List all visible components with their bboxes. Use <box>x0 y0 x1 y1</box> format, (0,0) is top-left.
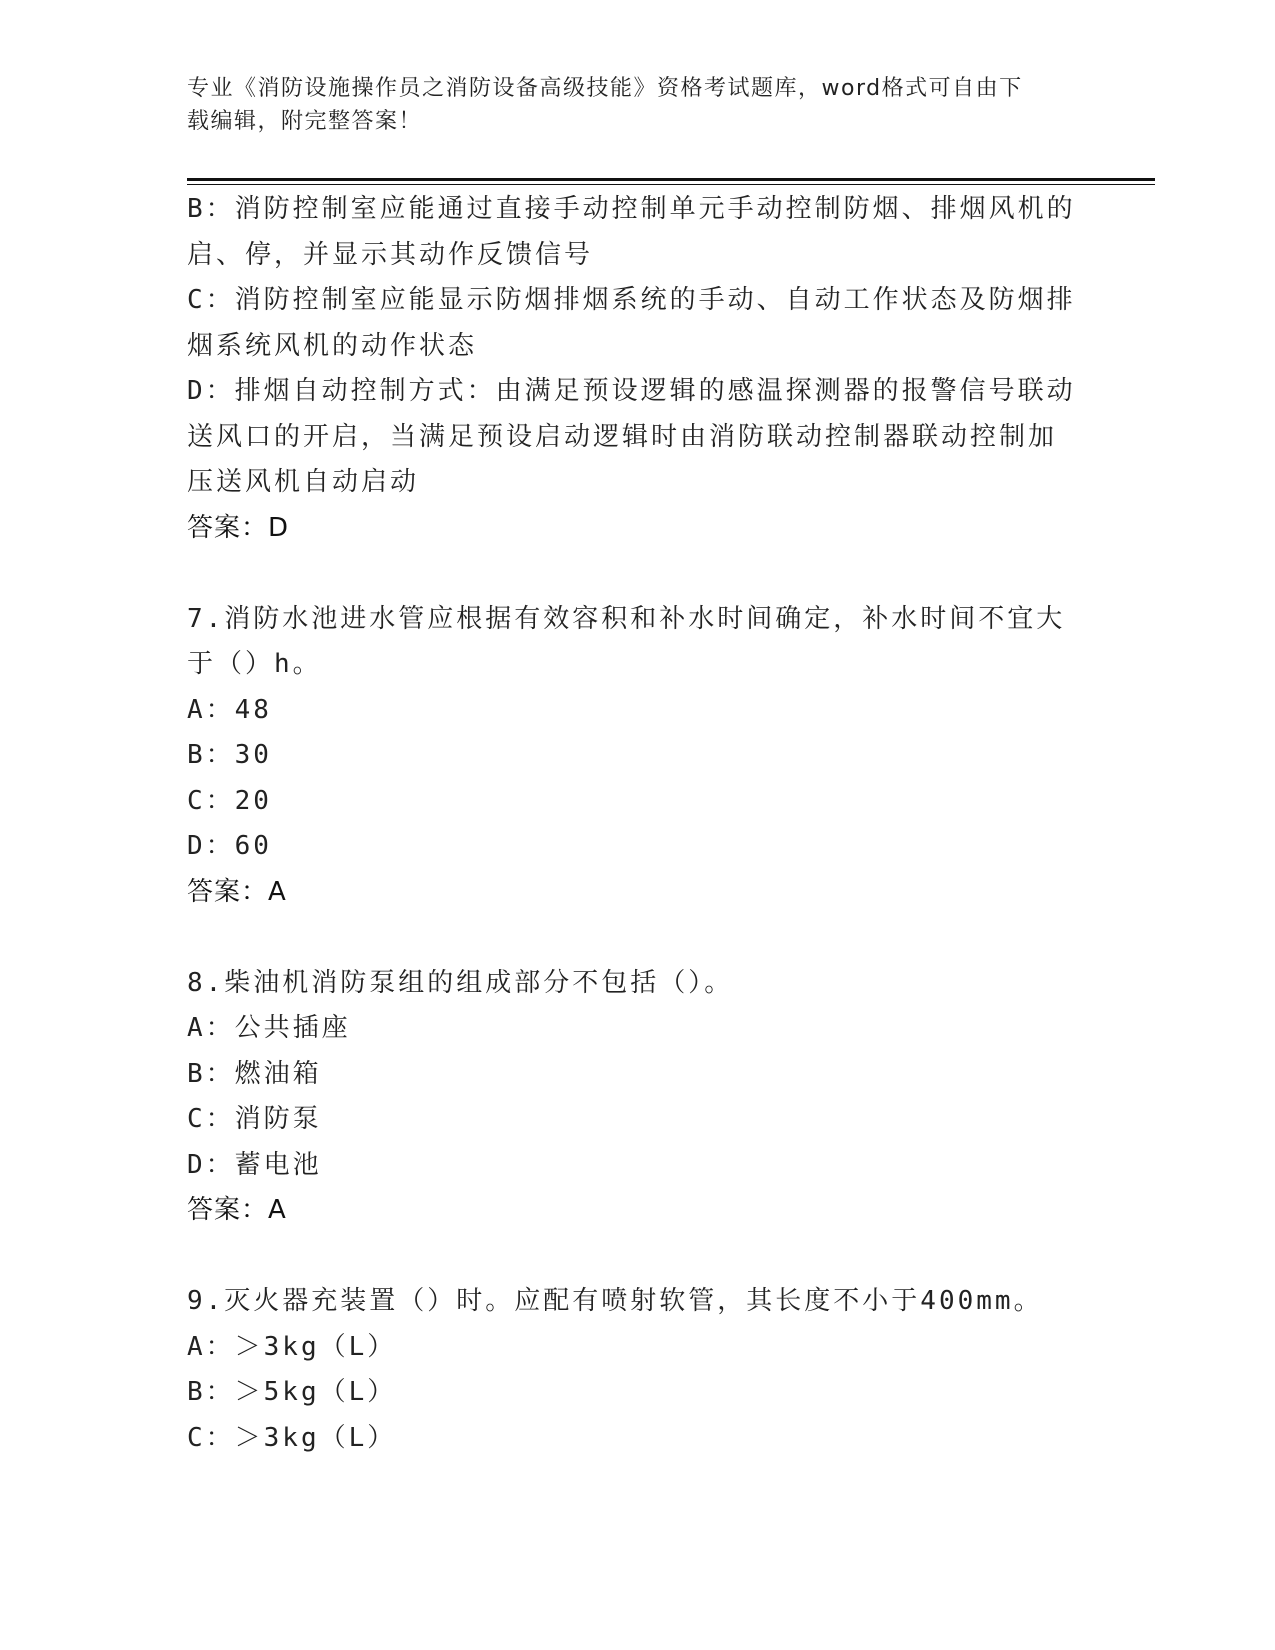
question-7 <box>187 597 1067 916</box>
question-6 <box>187 187 1076 551</box>
spacer <box>187 915 1067 961</box>
header-line-2: 载编辑，附完整答案！ <box>187 109 423 134</box>
option-b-continued: 启、停，并显示其动作反馈信号 <box>187 239 594 270</box>
answer: 答案：A <box>187 876 287 907</box>
question-text: 8.柴油机消防泵组的组成部分不包括（）。 <box>187 967 734 998</box>
answer: 答案：D <box>187 512 290 543</box>
question-text: 7.消防水池进水管应根据有效容积和补水时间确定，补水时间不宜大 <box>187 603 1066 634</box>
question-list <box>187 187 1076 1461</box>
option-b: B：30 <box>187 740 272 770</box>
option-d: D：蓄电池 <box>187 1149 322 1180</box>
option-b: B：＞5kg（L） <box>187 1377 397 1407</box>
option-c: C：消防泵 <box>187 1104 322 1134</box>
option-c: C：20 <box>187 785 272 816</box>
question-text: 9.灭火器充装置（）时。应配有喷射软管，其长度不小于400mm。 <box>187 1286 1043 1316</box>
option-a: A：公共插座 <box>187 1013 351 1043</box>
answer: 答案：A <box>187 1195 287 1225</box>
spacer <box>187 551 1067 597</box>
option-b: B：消防控制室应能通过直接手动控制单元手动控制防烟、排烟风机的 <box>187 194 1076 224</box>
option-c: C：＞3kg（L） <box>187 1422 397 1453</box>
option-b: B：燃油箱 <box>187 1058 322 1089</box>
question-text-continued: 于（）h。 <box>187 649 322 679</box>
document-header <box>187 72 1087 138</box>
option-c-continued: 烟系统风机的动作状态 <box>187 330 478 361</box>
header-divider-thin <box>187 184 1155 185</box>
option-c: C：消防控制室应能显示防烟排烟系统的手动、自动工作状态及防烟排 <box>187 285 1076 315</box>
option-d-continued: 送风口的开启，当满足预设启动逻辑时由消防联动控制器联动控制加 <box>187 421 1058 452</box>
option-d-continued-2: 压送风机自动启动 <box>187 467 420 497</box>
header-divider-thick <box>187 178 1155 181</box>
option-a: A：48 <box>187 694 272 725</box>
spacer <box>187 1234 1067 1280</box>
question-8 <box>187 961 1067 1234</box>
question-9 <box>187 1279 1067 1461</box>
header-line-1: 专业《消防设施操作员之消防设备高级技能》资格考试题库，word格式可自由下 <box>187 76 1023 101</box>
option-a: A：＞3kg（L） <box>187 1331 397 1362</box>
option-d: D：60 <box>187 831 272 861</box>
option-d: D：排烟自动控制方式：由满足预设逻辑的感温探测器的报警信号联动 <box>187 376 1076 406</box>
